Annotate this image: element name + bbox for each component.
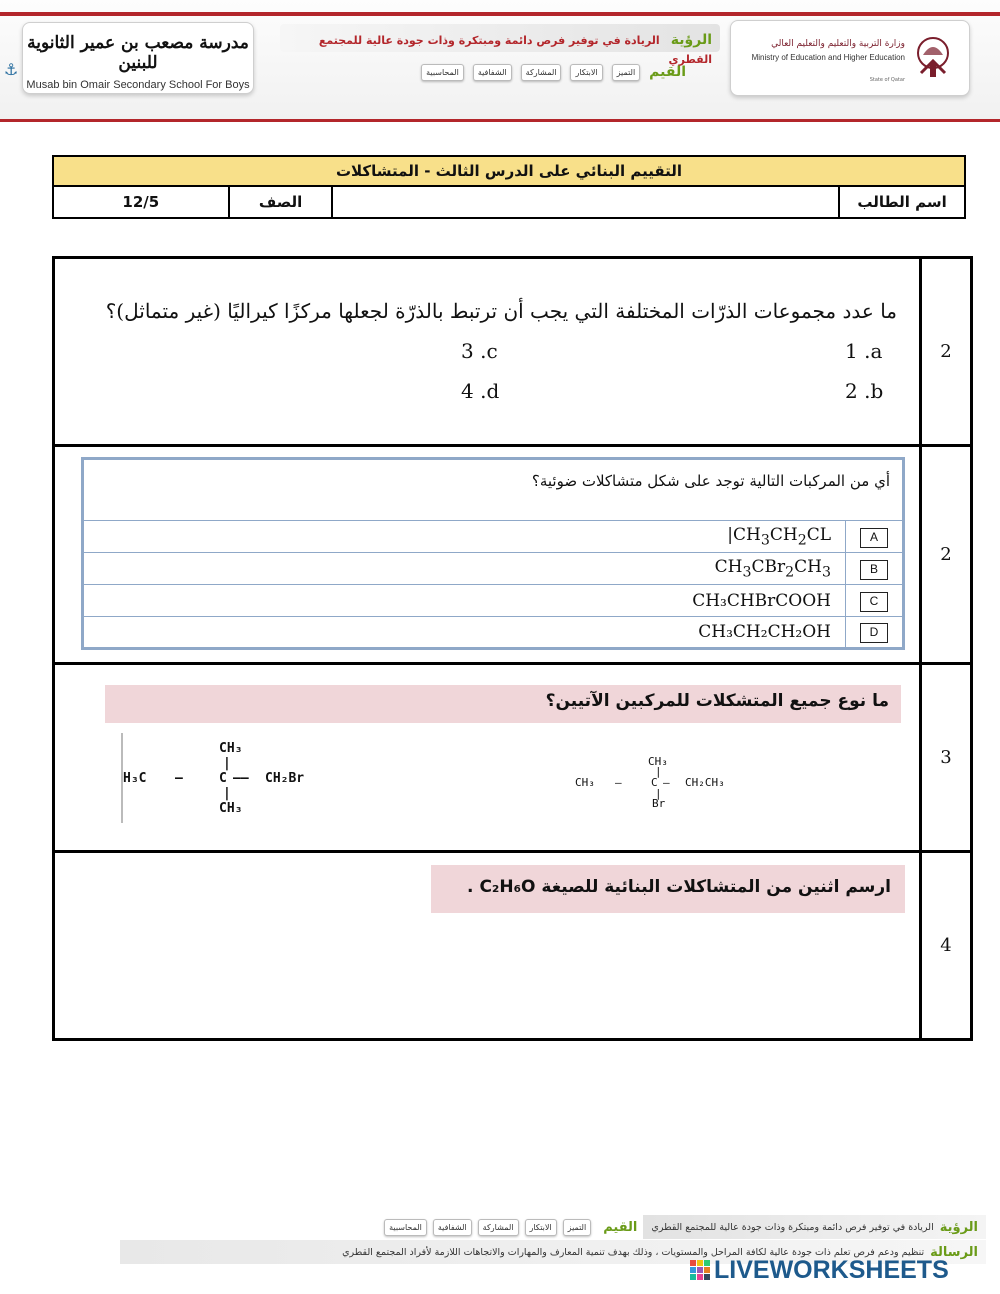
structure-1-left: H₃C [123, 770, 147, 786]
vision-text: الريادة في توفير فرص دائمة ومبتكرة وذات جودة عالية للمجتمع القطري [318, 34, 712, 66]
footer-values-label: القيم [603, 1219, 638, 1235]
question-3-text: ما نوع جميع المتشكلات للمركبين الآتيين؟ [105, 685, 901, 723]
ministry-name-ar: وزارة التربية والتعليم والتعليم العالي [771, 39, 905, 49]
footer-vision-row [120, 1214, 986, 1240]
structure-2-bond-left: — [615, 775, 622, 789]
structure-2-top: CH₃ [648, 754, 668, 768]
class-label: الصف [229, 186, 333, 218]
liveworksheets-grid-icon [690, 1260, 710, 1280]
question-1-options [55, 333, 919, 419]
vision-label: الرؤية [670, 32, 712, 48]
structure-1-bond-bottom: | [223, 785, 231, 801]
header-banner [0, 0, 1000, 122]
structure-1-center: C [219, 770, 227, 786]
option-formula: $|CH_3CH_2CL$ [83, 521, 846, 553]
option-letter-c[interactable]: C [860, 592, 888, 612]
school-name-ar: مدرسة مصعب بن عمير الثانوية للبنين [27, 33, 249, 73]
school-logo-box [22, 22, 254, 94]
footer-vision [643, 1215, 986, 1239]
option-row[interactable] [83, 521, 904, 553]
footer-mission-text: تنظيم ودعم فرص تعلم ذات جودة عالية لكافة المراحل والمستويات ، وذلك بهدف تنمية المعارف والمهارات والاتجاهات اللازمة لأفراد المجتمع القطري [342, 1246, 925, 1258]
school-name-en: Musab bin Omair Secondary School For Boys [26, 79, 250, 91]
question-row [54, 664, 972, 852]
option-row[interactable] [83, 585, 904, 617]
structure-1-bottom: CH₃ [219, 800, 243, 816]
option-b[interactable]: 2 .b [845, 378, 884, 403]
question-1-content [54, 258, 921, 446]
footer-mission-label: الرسالة [930, 1244, 978, 1260]
student-name-field[interactable] [332, 186, 839, 218]
question-3-number: 3 [921, 664, 972, 852]
option-row[interactable] [83, 553, 904, 585]
option-letter-d[interactable]: D [860, 623, 888, 643]
option-formula: $CH_3CBr_2CH_3$ [83, 553, 846, 585]
structure-2-center: C [651, 775, 658, 789]
question-4-text: ارسم اثنين من المتشاكلات البنائية للصيغة C₂H₆O . [431, 865, 905, 913]
question-2-table [81, 457, 905, 650]
option-letter-b[interactable]: B [860, 560, 888, 580]
structure-1-top: CH₃ [219, 740, 243, 756]
structure-2-bond-right: — [663, 775, 670, 789]
liveworksheets-logo [690, 1256, 949, 1284]
structure-2-bond-bottom: | [655, 786, 662, 800]
value-pill: المشاركة [521, 64, 562, 81]
structure-1-right: CH₂Br [265, 770, 305, 786]
structure-2-right: CH₂CH₃ [685, 775, 725, 789]
footer-value-pill: المشاركة [478, 1219, 519, 1236]
question-row [54, 852, 972, 1040]
question-row [54, 258, 972, 446]
question-2-text: أي من المركبات التالية توجد على شكل متشاكلات ضوئية؟ [83, 459, 904, 521]
questions-table [52, 256, 973, 1041]
structure-2-left: CH₃ [575, 775, 595, 789]
qatar-emblem-icon [911, 33, 955, 83]
ministry-name-en: Ministry of Education and Higher Education [751, 53, 905, 62]
footer [120, 1208, 986, 1262]
structure-2-bond-top: | [655, 764, 662, 778]
footer-vision-text: الريادة في توفير فرص دائمة ومبتكرة وذات جودة عالية للمجتمع القطري [651, 1221, 934, 1233]
ministry-state: State of Qatar [869, 77, 905, 83]
footer-value-pill: المحاسبية [384, 1219, 427, 1236]
option-formula: CH₃CHBrCOOH [83, 585, 846, 617]
option-c[interactable]: 3 .c [461, 338, 498, 363]
ministry-logo-box [730, 20, 970, 96]
question-4-number: 4 [921, 852, 972, 1040]
banner-accent-line [0, 12, 1000, 16]
student-name-label: اسم الطالب [839, 186, 965, 218]
option-letter-a[interactable]: A [860, 528, 888, 548]
values-row [316, 60, 686, 84]
value-pill: الشفافية [473, 64, 512, 81]
values-label: القيم [649, 64, 686, 80]
option-a[interactable]: 1 .a [845, 338, 883, 363]
worksheet-title: التقييم البنائي على الدرس الثالث - المتشاكلات [53, 156, 965, 186]
liveworksheets-text: LIVEWORKSHEETS [714, 1255, 949, 1284]
title-table [52, 155, 966, 219]
question-row [54, 446, 972, 664]
option-d[interactable]: 4 .d [461, 378, 500, 403]
value-pill: التميز [612, 64, 641, 81]
footer-value-pill: الشفافية [433, 1219, 472, 1236]
vision-box [280, 24, 720, 66]
footer-value-pill: التميز [563, 1219, 592, 1236]
option-row[interactable] [83, 617, 904, 649]
structure-1-bond-right: —— [233, 770, 249, 786]
structure-2-bottom: Br [652, 796, 666, 810]
value-pill: الابتكار [570, 64, 602, 81]
question-1-number: 2 [921, 258, 972, 446]
question-3-content [54, 664, 921, 852]
class-value: 12/5 [53, 186, 229, 218]
footer-value-pill: الابتكار [525, 1219, 557, 1236]
structure-1-bond-top: | [223, 755, 231, 771]
question-2-number: 2 [921, 446, 972, 664]
question-2-content [54, 446, 921, 664]
footer-vision-label: الرؤية [939, 1219, 978, 1235]
question-1-text: ما عدد مجموعات الذرّات المختلفة التي يجب أن ترتبط بالذرّة لجعلها مركزًا كيراليًا (غير متماثل)؟ [105, 298, 897, 323]
option-formula: CH₃CH₂CH₂OH [83, 617, 846, 649]
question-4-content[interactable] [54, 852, 921, 1040]
anchor-icon: ⚓ [4, 60, 19, 79]
structure-1-bond-left: — [175, 770, 183, 786]
value-pill: المحاسبية [421, 64, 464, 81]
